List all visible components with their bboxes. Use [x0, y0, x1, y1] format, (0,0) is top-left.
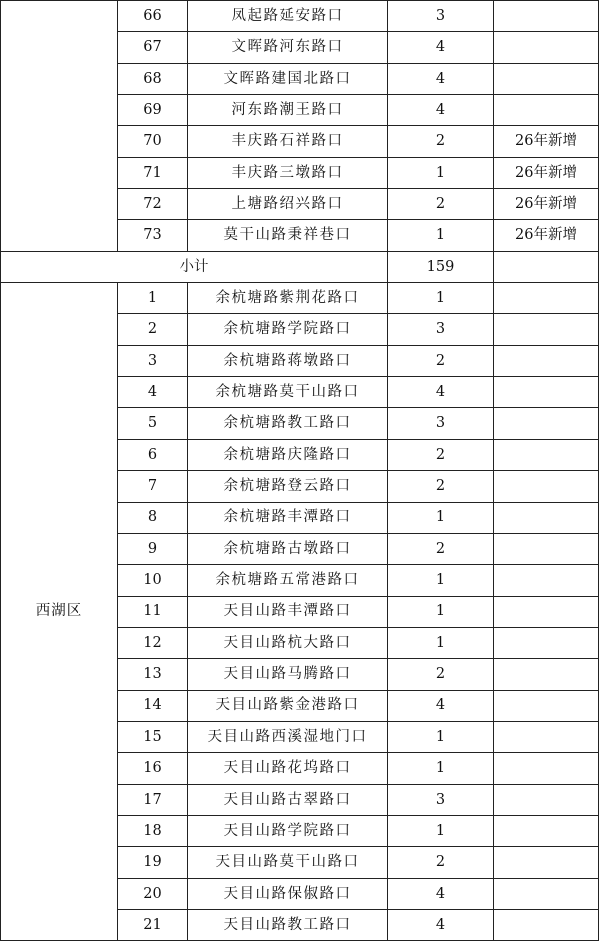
intersection-name-cell: 余杭塘路丰潭路口 — [188, 502, 388, 533]
table-row — [1, 1, 599, 32]
quantity-cell: 2 — [388, 126, 494, 157]
intersection-name-cell: 余杭塘路学院路口 — [188, 314, 388, 345]
quantity-cell: 1 — [388, 627, 494, 658]
intersection-name-cell: 文晖路建国北路口 — [188, 63, 388, 94]
note-cell — [494, 95, 599, 126]
row-number-cell: 69 — [118, 95, 188, 126]
row-number-cell: 8 — [118, 502, 188, 533]
note-cell — [494, 627, 599, 658]
quantity-cell: 1 — [388, 753, 494, 784]
note-cell — [494, 502, 599, 533]
row-number-cell: 12 — [118, 627, 188, 658]
intersection-name-cell: 莫干山路秉祥巷口 — [188, 220, 388, 251]
quantity-cell: 2 — [388, 471, 494, 502]
intersection-name-cell: 丰庆路三墩路口 — [188, 157, 388, 188]
note-cell — [494, 721, 599, 752]
row-number-cell: 72 — [118, 189, 188, 220]
row-number-cell: 21 — [118, 909, 188, 940]
quantity-cell: 3 — [388, 1, 494, 32]
note-cell — [494, 565, 599, 596]
row-number-cell: 1 — [118, 283, 188, 314]
intersection-name-cell: 河东路潮王路口 — [188, 95, 388, 126]
quantity-cell: 2 — [388, 189, 494, 220]
row-number-cell: 2 — [118, 314, 188, 345]
intersection-name-cell: 余杭塘路蒋墩路口 — [188, 345, 388, 376]
row-number-cell: 66 — [118, 1, 188, 32]
note-cell: 26年新增 — [494, 189, 599, 220]
note-cell: 26年新增 — [494, 126, 599, 157]
intersection-name-cell: 天目山路学院路口 — [188, 815, 388, 846]
note-cell — [494, 753, 599, 784]
note-cell: 26年新增 — [494, 220, 599, 251]
intersection-name-cell: 余杭塘路莫干山路口 — [188, 377, 388, 408]
quantity-cell: 4 — [388, 377, 494, 408]
intersection-name-cell: 余杭塘路紫荆花路口 — [188, 283, 388, 314]
quantity-cell: 1 — [388, 220, 494, 251]
row-number-cell: 7 — [118, 471, 188, 502]
intersection-name-cell: 天目山路莫干山路口 — [188, 847, 388, 878]
subtotal-quantity: 159 — [388, 251, 494, 282]
intersection-name-cell: 凤起路延安路口 — [188, 1, 388, 32]
note-cell — [494, 533, 599, 564]
note-cell — [494, 596, 599, 627]
quantity-cell: 1 — [388, 502, 494, 533]
quantity-cell: 2 — [388, 847, 494, 878]
note-cell — [494, 1, 599, 32]
intersection-name-cell: 天目山路花坞路口 — [188, 753, 388, 784]
quantity-cell: 2 — [388, 533, 494, 564]
row-number-cell: 6 — [118, 439, 188, 470]
note-cell — [494, 439, 599, 470]
intersection-name-cell: 天目山路紫金港路口 — [188, 690, 388, 721]
table-row — [1, 283, 599, 314]
district-cell-continued — [1, 1, 118, 252]
note-cell — [494, 345, 599, 376]
intersection-name-cell: 天目山路杭大路口 — [188, 627, 388, 658]
subtotal-label: 小计 — [1, 251, 388, 282]
table-body — [1, 1, 599, 941]
row-number-cell: 67 — [118, 32, 188, 63]
quantity-cell: 3 — [388, 408, 494, 439]
row-number-cell: 13 — [118, 659, 188, 690]
row-number-cell: 14 — [118, 690, 188, 721]
row-number-cell: 68 — [118, 63, 188, 94]
quantity-cell: 2 — [388, 345, 494, 376]
intersection-name-cell: 天目山路西溪湿地门口 — [188, 721, 388, 752]
intersection-name-cell: 余杭塘路古墩路口 — [188, 533, 388, 564]
row-number-cell: 20 — [118, 878, 188, 909]
row-number-cell: 11 — [118, 596, 188, 627]
intersection-name-cell: 天目山路保俶路口 — [188, 878, 388, 909]
quantity-cell: 4 — [388, 909, 494, 940]
row-number-cell: 71 — [118, 157, 188, 188]
note-cell: 26年新增 — [494, 157, 599, 188]
intersection-name-cell: 文晖路河东路口 — [188, 32, 388, 63]
intersection-name-cell: 天目山路丰潭路口 — [188, 596, 388, 627]
row-number-cell: 17 — [118, 784, 188, 815]
row-number-cell: 3 — [118, 345, 188, 376]
quantity-cell: 1 — [388, 596, 494, 627]
row-number-cell: 15 — [118, 721, 188, 752]
row-number-cell: 19 — [118, 847, 188, 878]
quantity-cell: 4 — [388, 95, 494, 126]
note-cell — [494, 314, 599, 345]
row-number-cell: 73 — [118, 220, 188, 251]
note-cell — [494, 32, 599, 63]
quantity-cell: 4 — [388, 690, 494, 721]
quantity-cell: 2 — [388, 659, 494, 690]
intersection-name-cell: 余杭塘路五常港路口 — [188, 565, 388, 596]
intersection-name-cell: 余杭塘路登云路口 — [188, 471, 388, 502]
note-cell — [494, 659, 599, 690]
intersection-name-cell: 上塘路绍兴路口 — [188, 189, 388, 220]
row-number-cell: 4 — [118, 377, 188, 408]
note-cell — [494, 690, 599, 721]
note-cell — [494, 878, 599, 909]
note-cell — [494, 408, 599, 439]
note-cell — [494, 63, 599, 94]
quantity-cell: 1 — [388, 283, 494, 314]
intersection-name-cell: 天目山路马腾路口 — [188, 659, 388, 690]
quantity-cell: 4 — [388, 878, 494, 909]
note-cell — [494, 283, 599, 314]
subtotal-note — [494, 251, 599, 282]
row-number-cell: 70 — [118, 126, 188, 157]
district-cell-xihu: 西湖区 — [1, 283, 118, 941]
quantity-cell: 1 — [388, 157, 494, 188]
quantity-cell: 4 — [388, 63, 494, 94]
note-cell — [494, 784, 599, 815]
row-number-cell: 18 — [118, 815, 188, 846]
quantity-cell: 1 — [388, 721, 494, 752]
quantity-cell: 3 — [388, 784, 494, 815]
note-cell — [494, 471, 599, 502]
intersection-name-cell: 丰庆路石祥路口 — [188, 126, 388, 157]
quantity-cell: 1 — [388, 815, 494, 846]
row-number-cell: 16 — [118, 753, 188, 784]
quantity-cell: 4 — [388, 32, 494, 63]
intersection-name-cell: 天目山路教工路口 — [188, 909, 388, 940]
intersection-name-cell: 天目山路古翠路口 — [188, 784, 388, 815]
quantity-cell: 3 — [388, 314, 494, 345]
quantity-cell: 2 — [388, 439, 494, 470]
intersection-name-cell: 余杭塘路庆隆路口 — [188, 439, 388, 470]
quantity-cell: 1 — [388, 565, 494, 596]
note-cell — [494, 847, 599, 878]
note-cell — [494, 377, 599, 408]
note-cell — [494, 909, 599, 940]
row-number-cell: 9 — [118, 533, 188, 564]
note-cell — [494, 815, 599, 846]
row-number-cell: 5 — [118, 408, 188, 439]
intersection-name-cell: 余杭塘路教工路口 — [188, 408, 388, 439]
row-number-cell: 10 — [118, 565, 188, 596]
subtotal-row — [1, 251, 599, 282]
